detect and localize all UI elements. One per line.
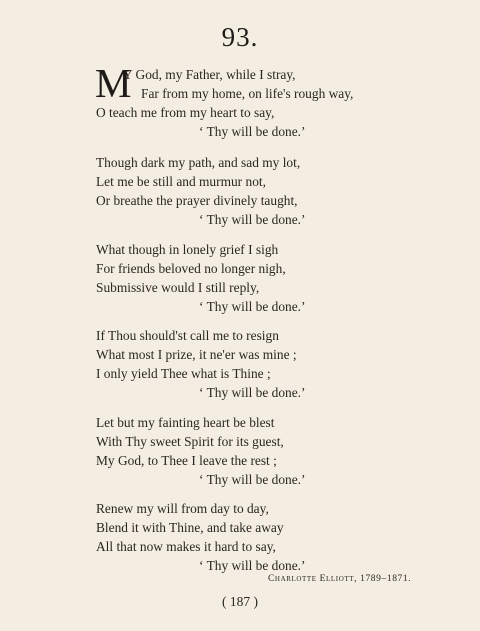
- verse-line: With Thy sweet Spirit for its guest,: [96, 434, 284, 449]
- verse-line: Or breathe the prayer divinely taught,: [96, 193, 298, 208]
- author-attribution: Charlotte Elliott, 1789–1871.: [268, 574, 412, 584]
- stanza-5: [96, 413, 386, 489]
- drop-cap: M: [95, 60, 132, 106]
- verse-line: Blend it with Thine, and take away: [96, 520, 284, 535]
- stanza-2: [96, 153, 386, 229]
- verse-line: I only yield Thee what is Thine ;: [96, 366, 271, 381]
- refrain-line: ‘ Thy will be done.’: [199, 299, 306, 314]
- refrain-line: ‘ Thy will be done.’: [199, 124, 306, 139]
- refrain-line: ‘ Thy will be done.’: [199, 385, 306, 400]
- page-number: ( 187 ): [222, 594, 258, 609]
- verse-line: Submissive would I still reply,: [96, 280, 260, 295]
- verse-line: What though in lonely grief I sigh: [96, 242, 279, 257]
- refrain-line: ‘ Thy will be done.’: [199, 472, 306, 487]
- verse-line: Renew my will from day to day,: [96, 501, 269, 516]
- verse-line: Let me be still and murmur not,: [96, 174, 266, 189]
- verse-line: O teach me from my heart to say,: [96, 105, 275, 120]
- verse-line: Far from my home, on life's rough way,: [141, 86, 354, 101]
- verse-line: All that now makes it hard to say,: [96, 539, 276, 554]
- stanza-6: [96, 499, 386, 575]
- refrain-line: ‘ Thy will be done.’: [199, 558, 306, 573]
- verse-line: If Thou should'st call me to resign: [96, 328, 279, 343]
- stanza-4: [96, 326, 386, 402]
- refrain-line: ‘ Thy will be done.’: [199, 212, 306, 227]
- stanza-1: [95, 60, 386, 141]
- stanza-3: [96, 240, 386, 316]
- verse-line: What most I prize, it ne'er was mine ;: [96, 347, 297, 362]
- verse-line: For friends beloved no longer nigh,: [96, 261, 286, 276]
- verse-line: Though dark my path, and sad my lot,: [96, 155, 301, 170]
- verse-line: Y God, my Father, while I stray,: [123, 67, 296, 82]
- verse-line: My God, to Thee I leave the rest ;: [96, 453, 277, 468]
- verse-line: Let but my fainting heart be blest: [96, 415, 275, 430]
- hymn-number: 93.: [221, 22, 259, 52]
